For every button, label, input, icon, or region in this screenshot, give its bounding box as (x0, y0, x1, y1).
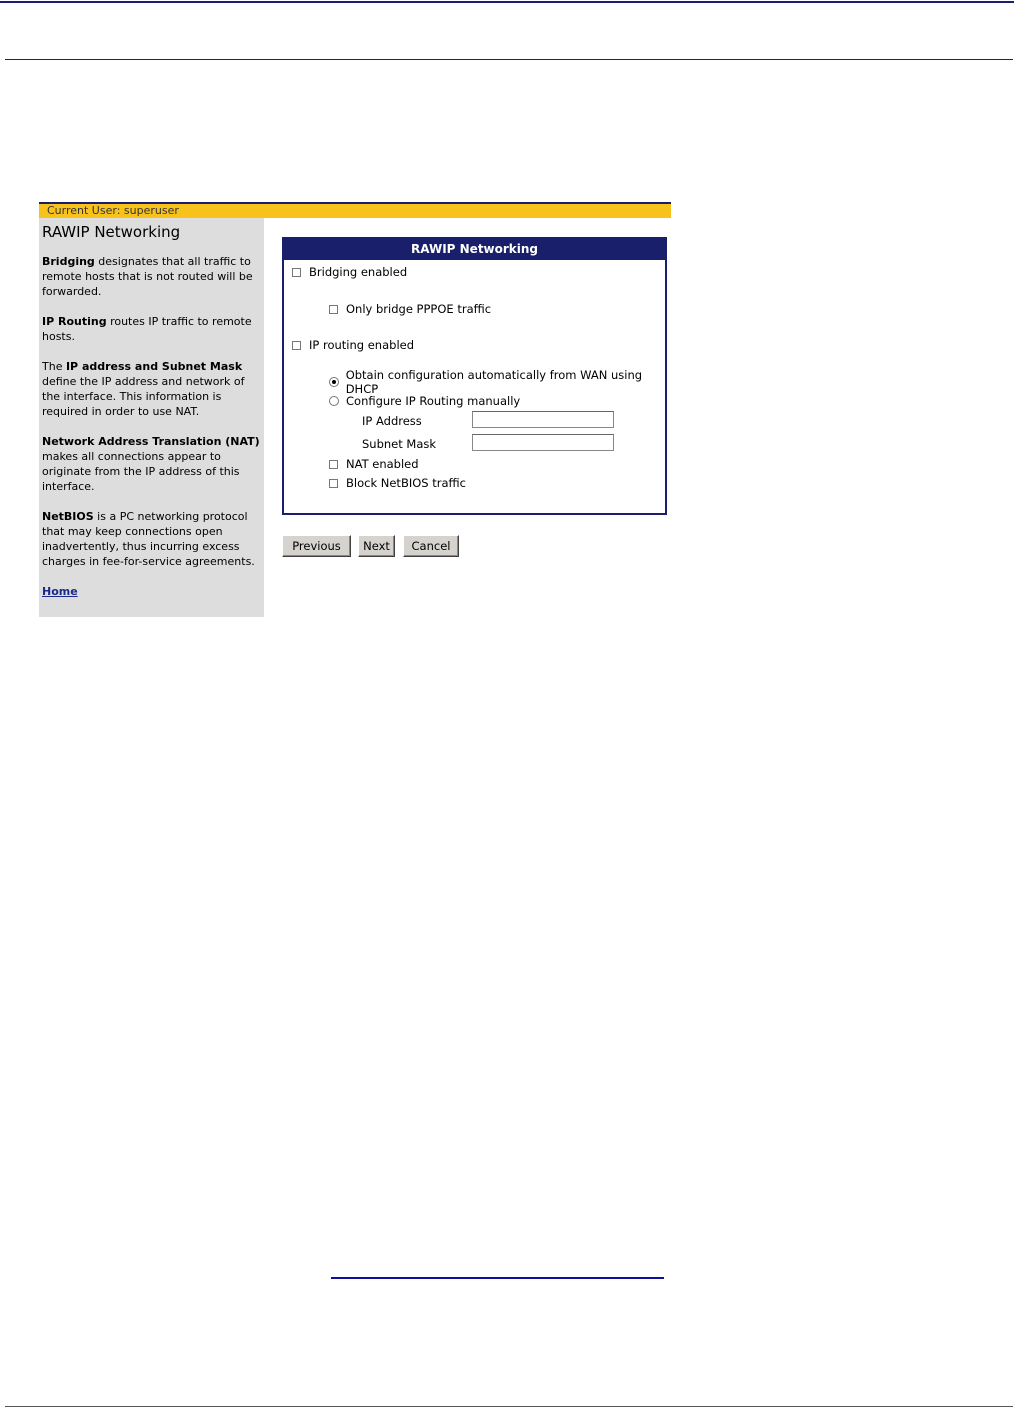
nat-enabled-checkbox[interactable] (329, 460, 338, 469)
footer-link-underline (331, 1277, 664, 1279)
help-netbios (42, 509, 261, 569)
dhcp-radio-label: Obtain configuration automatically from WAN using DHCP (345, 368, 643, 396)
block-netbios-row[interactable] (329, 475, 466, 491)
bridging-enabled-row[interactable] (292, 264, 407, 280)
ip-address-input[interactable] (472, 411, 614, 428)
previous-button[interactable]: Previous (282, 535, 351, 557)
block-netbios-label: Block NetBIOS traffic (346, 476, 466, 490)
help-text: designates that all traffic to remote hosts that is not routed will be forwarded. (42, 255, 253, 298)
ip-routing-enabled-label: IP routing enabled (309, 338, 415, 352)
only-bridge-pppoe-label: Only bridge PPPOE traffic (346, 302, 492, 316)
dhcp-radio[interactable] (329, 377, 339, 387)
help-ip-address (42, 359, 261, 419)
help-bridging (42, 254, 261, 299)
bridging-enabled-checkbox[interactable] (292, 268, 301, 277)
help-text: routes IP traffic to remote hosts. (42, 315, 252, 343)
only-bridge-pppoe-row[interactable] (329, 301, 491, 317)
help-nat (42, 434, 261, 494)
only-bridge-pppoe-checkbox[interactable] (329, 305, 338, 314)
bridging-enabled-label: Bridging enabled (309, 265, 408, 279)
block-netbios-checkbox[interactable] (329, 479, 338, 488)
rawip-networking-panel (282, 237, 667, 515)
help-term: NetBIOS (42, 510, 94, 523)
help-sidebar (39, 218, 264, 617)
footer-rule (5, 1406, 1013, 1407)
ip-routing-enabled-row[interactable] (292, 337, 414, 353)
help-text: is a PC networking protocol that may keep connections open inadvertently, thus incurring excess charges in fee-for-service agreements. (42, 510, 255, 568)
next-button[interactable]: Next (358, 535, 395, 557)
ip-routing-enabled-checkbox[interactable] (292, 341, 301, 350)
help-term: IP Routing (42, 315, 107, 328)
ip-address-label: IP Address (362, 414, 422, 428)
current-user-bar: Current User: superuser (39, 202, 671, 218)
help-term: Network Address Translation (NAT) (42, 435, 260, 448)
help-ip-routing (42, 314, 261, 344)
cancel-button[interactable]: Cancel (403, 535, 459, 557)
subnet-mask-input[interactable] (472, 434, 614, 451)
nat-enabled-row[interactable] (329, 456, 419, 472)
help-term: IP address and Subnet Mask (65, 360, 243, 373)
sidebar-title: RAWIP Networking (42, 223, 181, 241)
help-text: define the IP address and network of the interface. This information is required in order to use NAT. (42, 375, 245, 418)
header-rule (5, 59, 1013, 60)
nat-enabled-label: NAT enabled (346, 457, 419, 471)
manual-radio-label: Configure IP Routing manually (346, 394, 521, 408)
help-text: makes all connections appear to originate from the IP address of this interface. (42, 450, 240, 493)
manual-radio-row[interactable] (329, 393, 520, 409)
home-link[interactable]: Home (42, 585, 78, 598)
router-config-screenshot (39, 202, 671, 617)
panel-title: RAWIP Networking (284, 239, 665, 260)
subnet-mask-label: Subnet Mask (362, 437, 437, 451)
manual-radio[interactable] (329, 396, 339, 406)
dhcp-radio-row[interactable] (329, 368, 665, 396)
header-rule-top (0, 1, 1014, 3)
help-prefix: The (42, 360, 66, 373)
help-term: Bridging (42, 255, 95, 268)
